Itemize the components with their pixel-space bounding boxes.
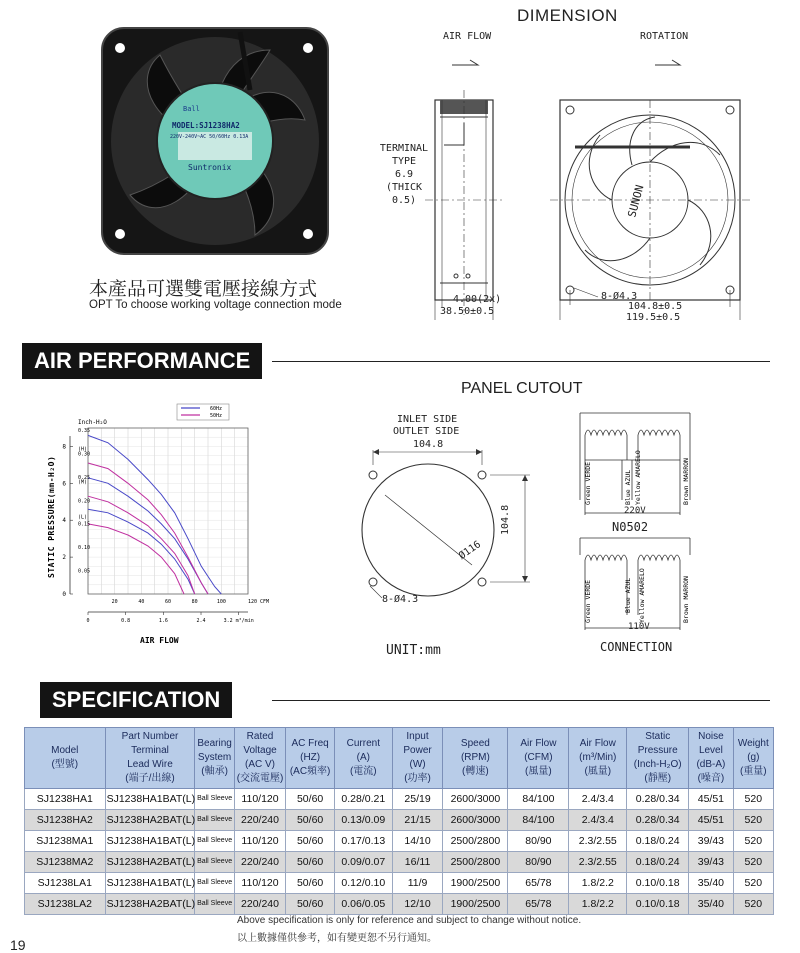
- table-cell: 0.10/0.18: [627, 894, 689, 915]
- wire-green-bottom: Green VERDE: [584, 579, 592, 623]
- panel-cutout-title: PANEL CUTOUT: [461, 380, 583, 397]
- spec-header-line: Bearing: [197, 738, 232, 749]
- spec-header-line: Terminal: [131, 745, 169, 756]
- dim-1048: 104.8±0.5: [628, 301, 683, 312]
- table-cell: 21/15: [392, 810, 443, 831]
- m3-tick-label: 3.2 m³/min: [223, 618, 254, 624]
- spec-header-line: (HZ): [300, 752, 321, 763]
- dim-hole: 8-Ø4.3: [601, 291, 638, 302]
- dim-1195: 119.5±0.5: [626, 312, 681, 323]
- table-cell: 50/60: [286, 810, 335, 831]
- table-cell: 2500/2800: [443, 852, 508, 873]
- spec-header-line: Speed: [460, 738, 490, 749]
- table-cell: 220/240: [234, 894, 286, 915]
- spec-header-line: (交流電壓): [236, 773, 284, 784]
- table-cell: 50/60: [286, 873, 335, 894]
- spec-header-line: Air Flow: [520, 738, 557, 749]
- terminal-note-line: 6.9: [394, 169, 414, 180]
- spec-header-line: (AC V): [245, 759, 276, 770]
- terminal-note-line: (THICK 0.5): [385, 182, 423, 206]
- spec-header-line: Level: [698, 745, 723, 756]
- dimension-title: DIMENSION: [517, 6, 618, 25]
- wire-yellow-bottom: Yellow AMARELO: [638, 568, 646, 623]
- table-cell: SJ1238HA1BAT(L): [105, 831, 195, 852]
- table-cell: 50/60: [286, 789, 335, 810]
- table-cell: 0.28/0.34: [627, 810, 689, 831]
- terminal-note-line: TERMINAL: [379, 143, 429, 154]
- table-cell: 84/100: [508, 789, 569, 810]
- table-cell: 35/40: [689, 894, 733, 915]
- table-cell: 2600/3000: [443, 789, 508, 810]
- table-cell: SJ1238LA1: [25, 873, 106, 894]
- inlet-side: INLET SIDE: [397, 414, 458, 425]
- specification-title: SPECIFICATION: [40, 682, 232, 718]
- table-cell: 520: [733, 873, 773, 894]
- table-cell: 520: [733, 852, 773, 873]
- air-performance-title: AIR PERFORMANCE: [22, 343, 262, 379]
- model-no: N0502: [612, 520, 649, 534]
- spec-header: [195, 728, 234, 789]
- x-axis-label: AIR FLOW: [140, 636, 179, 645]
- mm-tick-label: 6: [62, 480, 66, 488]
- outlet-side: OUTLET SIDE: [393, 426, 460, 437]
- spec-header-line: Current: [346, 738, 380, 749]
- spec-header-line: Input: [406, 731, 429, 742]
- mm-tick-label: 2: [62, 554, 66, 562]
- table-cell: SJ1238LA2: [25, 894, 106, 915]
- table-cell: 0.10/0.18: [627, 873, 689, 894]
- table-cell: 50/60: [286, 894, 335, 915]
- table-cell: 520: [733, 831, 773, 852]
- air-performance-rule: [272, 361, 770, 362]
- table-cell: 0.17/0.13: [334, 831, 392, 852]
- spec-header-line: System: [197, 752, 232, 763]
- spec-header: [733, 728, 773, 789]
- table-cell: 14/10: [392, 831, 443, 852]
- spec-header-line: (m³/Min): [579, 752, 617, 763]
- table-cell: 0.28/0.34: [627, 789, 689, 810]
- cfm-tick-label: 60: [164, 599, 172, 605]
- table-cell: 2.3/2.55: [569, 831, 627, 852]
- table-cell: SJ1238MA1: [25, 831, 106, 852]
- table-cell: 110/120: [234, 789, 286, 810]
- table-cell: 16/11: [392, 852, 443, 873]
- unit-label: UNIT:mm: [386, 643, 441, 658]
- spec-header-line: (電流): [349, 766, 377, 777]
- table-cell: 520: [733, 810, 773, 831]
- table-cell: 45/51: [689, 810, 733, 831]
- m3-tick-label: 2.4: [196, 618, 206, 624]
- spec-header-line: (W): [409, 759, 426, 770]
- fan-label-maker: Suntronix: [188, 163, 232, 172]
- spec-header-line: Voltage: [243, 745, 277, 756]
- spec-header-line: (功率): [404, 773, 431, 784]
- spec-header: [286, 728, 335, 789]
- level-mark: (L): [78, 514, 88, 521]
- inch-tick-label: 0.25: [78, 474, 91, 481]
- series-line: [88, 478, 208, 594]
- table-cell: Ball Sleeve: [195, 831, 234, 852]
- spec-header: [443, 728, 508, 789]
- spec-header: [25, 728, 106, 789]
- table-cell: 65/78: [508, 894, 569, 915]
- rotation-label: ROTATION: [640, 31, 689, 42]
- table-cell: 2600/3000: [443, 810, 508, 831]
- table-cell: SJ1238HA2BAT(L): [105, 894, 195, 915]
- table-cell: 0.09/0.07: [334, 852, 392, 873]
- svg-text:SUNON: SUNON: [625, 183, 647, 219]
- table-cell: 65/78: [508, 873, 569, 894]
- spec-header-line: (dB-A): [696, 759, 726, 770]
- y-axis-label: STATIC PRESSURE(mm-H₂O): [47, 455, 56, 578]
- table-cell: 2.4/3.4: [569, 810, 627, 831]
- spec-header-line: (CFM): [524, 752, 553, 763]
- inch-tick-label: 0.30: [78, 451, 91, 458]
- spec-header-line: (噪音): [697, 773, 725, 784]
- spec-header-line: (Inch-H₂O): [633, 759, 682, 770]
- table-cell: 45/51: [689, 789, 733, 810]
- m3-tick-label: 0: [86, 618, 90, 624]
- table-cell: SJ1238HA2BAT(L): [105, 852, 195, 873]
- table-row: [25, 852, 774, 873]
- table-cell: 0.28/0.21: [334, 789, 392, 810]
- spec-header-line: Part Number: [121, 731, 179, 742]
- spec-header: [234, 728, 286, 789]
- voltage-110: 110V: [628, 622, 650, 632]
- mm-tick-label: 8: [62, 443, 66, 451]
- table-cell: 520: [733, 789, 773, 810]
- table-cell: 0.18/0.24: [627, 852, 689, 873]
- wire-brown-top: Brown MARRON: [682, 458, 690, 505]
- cfm-tick-label: 120 CFM: [248, 599, 270, 605]
- legend-60hz: 60Hz: [210, 406, 223, 412]
- table-cell: 110/120: [234, 873, 286, 894]
- mm-tick-label: 4: [62, 517, 66, 525]
- spec-header-line: (重量): [739, 766, 767, 777]
- table-cell: 80/90: [508, 852, 569, 873]
- air-flow-label: AIR FLOW: [443, 31, 492, 42]
- inch-tick-label: 0.10: [78, 545, 91, 552]
- legend-50hz: 50Hz: [210, 413, 223, 419]
- fan-label-brand: Ball: [183, 105, 200, 113]
- spec-header: [392, 728, 443, 789]
- table-cell: 35/40: [689, 873, 733, 894]
- table-cell: Ball Sleeve: [195, 810, 234, 831]
- spec-header-line: Noise: [698, 731, 724, 742]
- table-cell: 220/240: [234, 810, 286, 831]
- air-performance-chart: [40, 398, 280, 648]
- wire-brown-bottom: Brown MARRON: [682, 576, 690, 623]
- fan-label-rating: 220V-240V~AC 50/60Hz 0.13A: [170, 134, 249, 140]
- table-cell: 110/120: [234, 831, 286, 852]
- dim-3850: 38.50±0.5: [440, 306, 495, 317]
- spec-header-line: (g): [747, 752, 760, 763]
- wire-yellow-top: Yellow AMARELO: [634, 450, 642, 505]
- cutout-width: 104.8: [413, 439, 444, 450]
- caption-en: OPT To choose working voltage connection mode: [89, 299, 342, 311]
- table-cell: 520: [733, 894, 773, 915]
- cfm-tick-label: 100: [216, 599, 226, 605]
- connection-title: CONNECTION: [600, 640, 673, 654]
- table-cell: SJ1238HA2BAT(L): [105, 810, 195, 831]
- table-row: [25, 831, 774, 852]
- table-cell: SJ1238HA1BAT(L): [105, 873, 195, 894]
- m3-tick-label: 1.6: [158, 618, 168, 624]
- spec-header-line: Rated: [246, 731, 274, 742]
- table-cell: 0.06/0.05: [334, 894, 392, 915]
- spec-header-line: Static: [645, 731, 671, 742]
- caption-zh: 本產品可選雙電壓接線方式: [89, 278, 318, 300]
- spec-header-line: (A): [356, 752, 370, 763]
- table-cell: 50/60: [286, 831, 335, 852]
- spec-header-line: (AC頻率): [289, 766, 331, 777]
- spec-header-line: Air Flow: [579, 738, 616, 749]
- table-cell: SJ1238HA1: [25, 789, 106, 810]
- cutout-diameter: Ø116: [457, 539, 484, 562]
- spec-header: [105, 728, 195, 789]
- table-cell: Ball Sleeve: [195, 789, 234, 810]
- table-cell: 39/43: [689, 831, 733, 852]
- spec-header-line: Model: [51, 745, 79, 756]
- cfm-tick-label: 40: [138, 599, 145, 605]
- table-cell: 12/10: [392, 894, 443, 915]
- wire-green-top: Green VERDE: [584, 461, 592, 505]
- wire-blue-bottom: Blue AZUL: [624, 577, 632, 613]
- table-row: [25, 789, 774, 810]
- table-cell: 220/240: [234, 852, 286, 873]
- spec-header: [689, 728, 733, 789]
- table-cell: 11/9: [392, 873, 443, 894]
- fan-label-model: MODEL:SJ1238HA2: [172, 121, 240, 130]
- table-cell: Ball Sleeve: [195, 873, 234, 894]
- spec-header-line: AC Freq: [291, 738, 329, 749]
- table-row: [25, 810, 774, 831]
- table-cell: 1900/2500: [443, 873, 508, 894]
- table-row: [25, 894, 774, 915]
- spec-header-line: (風量): [584, 766, 612, 777]
- table-cell: 1900/2500: [443, 894, 508, 915]
- cutout-holes: 8-Ø4.3: [382, 594, 419, 605]
- spec-table: [24, 727, 774, 915]
- spec-header-line: Lead Wire: [127, 759, 173, 770]
- mm-tick-label: 0: [62, 591, 66, 598]
- voltage-220: 220V: [624, 506, 646, 516]
- table-cell: SJ1238MA2: [25, 852, 106, 873]
- spec-header-line: (靜壓): [644, 773, 672, 784]
- inch-tick-label: 0.15: [78, 521, 91, 528]
- spec-header-line: (轉速): [462, 766, 489, 777]
- table-cell: 84/100: [508, 810, 569, 831]
- inch-tick-label: 0.35: [78, 428, 91, 435]
- spec-header: [334, 728, 392, 789]
- specification-rule: [272, 700, 770, 701]
- table-cell: Ball Sleeve: [195, 894, 234, 915]
- wire-blue-top: Blue AZUL: [624, 469, 632, 505]
- dim-400: 4.00(2x): [453, 294, 502, 305]
- cfm-tick-label: 20: [111, 599, 118, 605]
- inch-tick-label: 0.20: [78, 498, 91, 505]
- table-cell: 0.13/0.09: [334, 810, 392, 831]
- spec-header-line: Weight: [737, 738, 769, 749]
- table-cell: Ball Sleeve: [195, 852, 234, 873]
- spec-header-line: (RPM): [460, 752, 490, 763]
- fan-photo: [90, 20, 340, 270]
- table-cell: 2500/2800: [443, 831, 508, 852]
- panel-cutout-drawing: [350, 410, 550, 620]
- spec-header: [508, 728, 569, 789]
- terminal-note: [372, 142, 436, 207]
- table-cell: 39/43: [689, 852, 733, 873]
- table-cell: 1.8/2.2: [569, 894, 627, 915]
- m3-tick-label: 0.8: [121, 618, 131, 624]
- left-unit: Inch-H₂O: [78, 419, 107, 426]
- spec-header: [627, 728, 689, 789]
- table-cell: SJ1238HA1BAT(L): [105, 789, 195, 810]
- table-cell: SJ1238HA2: [25, 810, 106, 831]
- table-cell: 0.18/0.24: [627, 831, 689, 852]
- table-cell: 1.8/2.2: [569, 873, 627, 894]
- spec-header-line: (風量): [525, 766, 552, 777]
- level-mark: (H): [78, 446, 88, 453]
- note-zh: 以上數據僅供參考，如有變更恕不另行通知。: [237, 933, 437, 944]
- inch-tick-label: 0.05: [78, 568, 91, 575]
- table-cell: 2.4/3.4: [569, 789, 627, 810]
- table-cell: 80/90: [508, 831, 569, 852]
- spec-header-line: (端子/出線): [125, 773, 175, 784]
- page-number: 19: [10, 937, 26, 953]
- note-en: Above specification is only for reference and subject to change without notice.: [237, 915, 582, 926]
- table-cell: 2.3/2.55: [569, 852, 627, 873]
- spec-header-line: (型號): [51, 759, 79, 770]
- spec-header-line: Power: [403, 745, 432, 756]
- series-line: [88, 524, 184, 594]
- table-row: [25, 873, 774, 894]
- spec-header: [569, 728, 627, 789]
- terminal-note-line: TYPE: [391, 156, 417, 167]
- cfm-tick-label: 80: [191, 599, 198, 605]
- spec-header-line: (軸承): [201, 766, 228, 777]
- level-mark: (M): [78, 479, 88, 486]
- table-cell: 50/60: [286, 852, 335, 873]
- table-cell: 25/19: [392, 789, 443, 810]
- table-cell: 0.12/0.10: [334, 873, 392, 894]
- cutout-height: 104.8: [500, 504, 511, 535]
- spec-header-line: Pressure: [637, 745, 678, 756]
